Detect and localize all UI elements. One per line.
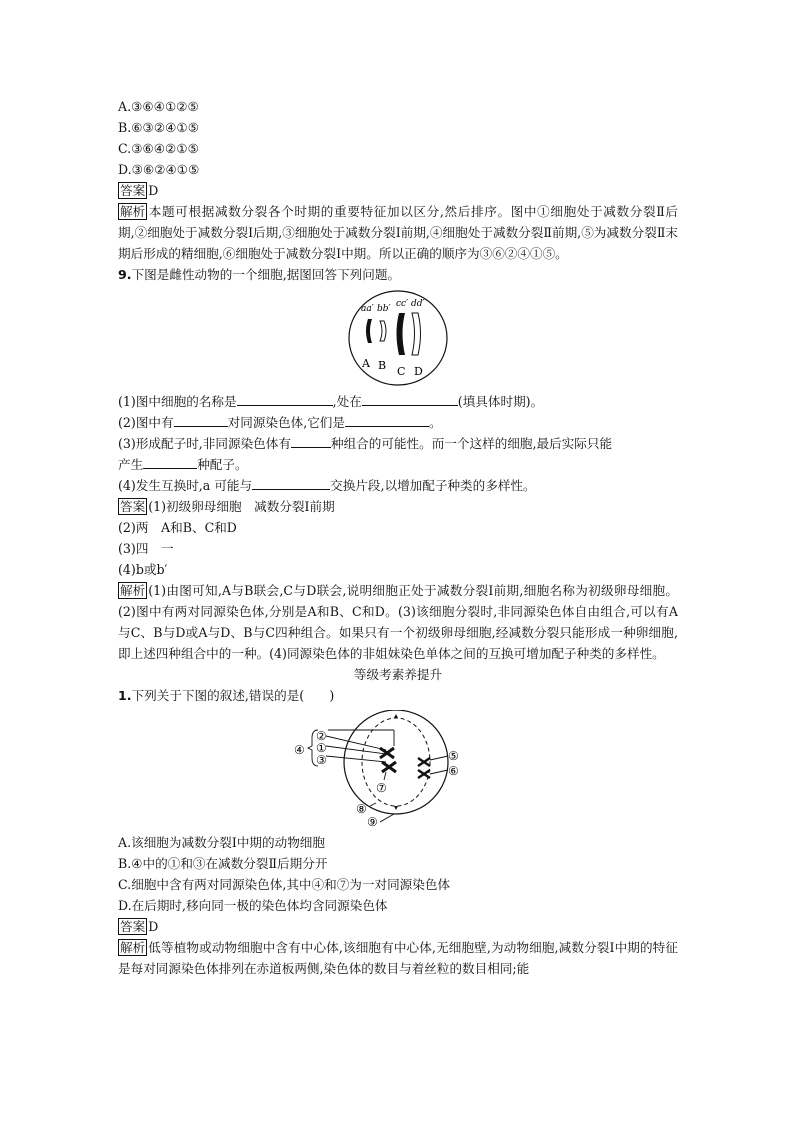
- sub-question-3: [118, 433, 678, 454]
- section-title: 等级考素养提升: [353, 667, 443, 682]
- answer-tag: 答案: [120, 499, 146, 514]
- sub-question-2: [118, 412, 678, 433]
- option-a: A.该细胞为减数分裂Ⅰ中期的动物细胞: [118, 835, 325, 850]
- sub3-text-b: 种组合的可能性。而一个这样的细胞,最后实际只能: [330, 436, 613, 451]
- sub-question-4: [118, 475, 678, 496]
- analysis-text: (1)由图可知,A与B联会,C与D联会,说明细胞正处于减数分裂Ⅰ前期,细胞名称为初级卵母细胞。(2)图中有两对同源染色体,分别是A和B、C和D。(3)该细胞分裂时,非同源染色体自由组合,可以有A与C、B与D或A与D、B与C四种组合。如果只有一个初级卵母细胞,经减数分裂只能形成一种卵细胞,即上述四种组合中的一种。(4)同源染色体的非姐妹染色单体之间的互换可增加配子种类的多样性。: [118, 583, 678, 661]
- sub2-text-a: (2)图中有: [118, 415, 174, 430]
- label-3: ③: [316, 753, 327, 767]
- question-text: 下图是雌性动物的一个细胞,据图回答下列问题。: [131, 267, 401, 282]
- practice-question-1: [118, 685, 678, 979]
- option-d: D.在后期时,移向同一极的染色体均含同源染色体: [118, 898, 388, 913]
- blank-pair-count[interactable]: [174, 412, 228, 427]
- label-C: C: [397, 365, 406, 378]
- cell-diagram-svg: [118, 289, 678, 387]
- chromosome-d: [412, 313, 421, 355]
- chromosome-a: [366, 319, 372, 343]
- analysis-paragraph: [118, 580, 678, 664]
- chromosome-b: [380, 321, 386, 341]
- chromosome-pair-left: [380, 748, 396, 772]
- label-A: A: [362, 357, 370, 370]
- analysis-paragraph: [118, 937, 678, 979]
- sub1-text-b: ,处在: [332, 394, 362, 409]
- option-d: D.③⑥②④①⑤: [118, 162, 200, 177]
- option-b: B.⑥③②④①⑤: [118, 120, 199, 135]
- sub3-text-d: 种配子。: [197, 457, 248, 472]
- analysis-paragraph: [118, 201, 678, 264]
- blank-combination-count[interactable]: [291, 433, 331, 448]
- blank-cell-name[interactable]: [237, 391, 333, 406]
- sub-question-3-cont: [118, 454, 678, 475]
- sub1-text-c: (填具体时期)。: [457, 394, 544, 409]
- question-text: 下列关于下图的叙述,错误的是( ): [131, 688, 335, 703]
- label-B: B: [378, 359, 387, 372]
- question-8-block: [118, 96, 678, 264]
- label-1: ①: [316, 741, 327, 755]
- answer-1: (1)初级卵母细胞 减数分裂Ⅰ前期: [148, 499, 335, 514]
- sub4-text-a: (4)发生互换时,a 可能与: [118, 478, 253, 493]
- answer-line: [118, 180, 678, 201]
- answer-tag: 答案: [120, 919, 146, 934]
- document-page: [118, 96, 678, 979]
- answer-4: (4)b或b′: [118, 562, 168, 577]
- chromosome-c: [397, 313, 406, 355]
- option-a: A.③⑥④①②⑤: [118, 99, 199, 114]
- analysis-tag: 解析: [120, 583, 146, 598]
- label-bb: bb′: [377, 304, 391, 314]
- answer-line: [118, 496, 678, 517]
- option-c: C.③⑥④②①⑤: [118, 141, 199, 156]
- analysis-text: 低等植物或动物细胞中含有中心体,该细胞有中心体,无细胞壁,为动物细胞,减数分裂Ⅰ中期的特征是每对同源染色体排列在赤道板两侧,染色体的数目与着丝粒的数目相同;能: [118, 940, 678, 976]
- blank-exchange[interactable]: [252, 475, 330, 490]
- blank-pairs[interactable]: [345, 412, 429, 427]
- blank-period[interactable]: [362, 391, 458, 406]
- label-6: ⑥: [448, 764, 459, 778]
- answer-2: (2)两 A和B、C和D: [118, 520, 237, 535]
- answer-tag: 答案: [120, 183, 146, 198]
- cell-figure-meiosis: [118, 710, 678, 828]
- label-8: ⑧: [356, 802, 367, 816]
- label-D: D: [414, 365, 423, 378]
- label-5: ⑤: [448, 749, 459, 763]
- sub3-text-c: 产生: [118, 457, 144, 472]
- option-b: B.④中的①和③在减数分裂Ⅱ后期分开: [118, 856, 328, 871]
- question-number: 1.: [118, 688, 132, 703]
- sub4-text-b: 交换片段,以增加配子种类的多样性。: [330, 478, 536, 493]
- label-4: ④: [294, 743, 305, 757]
- sub-question-1: [118, 391, 678, 412]
- answer-value: D: [148, 919, 159, 934]
- sub2-text-c: 。: [428, 415, 442, 430]
- answer-value: D: [148, 183, 159, 198]
- question-9-block: [118, 264, 678, 664]
- sub3-text-a: (3)形成配子时,非同源染色体有: [118, 436, 291, 451]
- analysis-text: 本题可根据减数分裂各个时期的重要特征加以区分,然后排序。图中①细胞处于减数分裂Ⅱ后期,②细胞处于减数分裂Ⅰ后期,③细胞处于减数分裂Ⅰ前期,④细胞处于减数分裂Ⅱ前期,⑤为减数分裂Ⅱ末期后形成的精细胞,⑥细胞处于减数分裂Ⅰ中期。所以正确的顺序为③⑥②④①⑤。: [118, 204, 678, 261]
- label-cc: cc′: [396, 299, 409, 309]
- chromosome-pair-right: [418, 758, 430, 778]
- question-stem: [118, 685, 678, 706]
- analysis-tag: 解析: [120, 940, 146, 955]
- answer-line: [118, 916, 678, 937]
- question-stem: [118, 264, 678, 285]
- cell-figure-chromosomes: [118, 289, 678, 387]
- meiosis-diagram-svg: [118, 710, 678, 828]
- label-aa: aa′: [361, 304, 374, 314]
- blank-gamete-count[interactable]: [143, 454, 197, 469]
- option-c: C.细胞中含有两对同源染色体,其中④和⑦为一对同源染色体: [118, 877, 451, 892]
- sub2-text-b: 对同源染色体,它们是: [227, 415, 345, 430]
- label-dd: dd′: [411, 299, 425, 309]
- label-2: ②: [316, 729, 327, 743]
- answer-3: (3)四 一: [118, 541, 174, 556]
- label-7: ⑦: [376, 781, 387, 795]
- sub1-text-a: (1)图中细胞的名称是: [118, 394, 237, 409]
- question-number: 9.: [118, 267, 132, 282]
- analysis-tag: 解析: [120, 204, 146, 219]
- label-9: ⑨: [367, 815, 378, 828]
